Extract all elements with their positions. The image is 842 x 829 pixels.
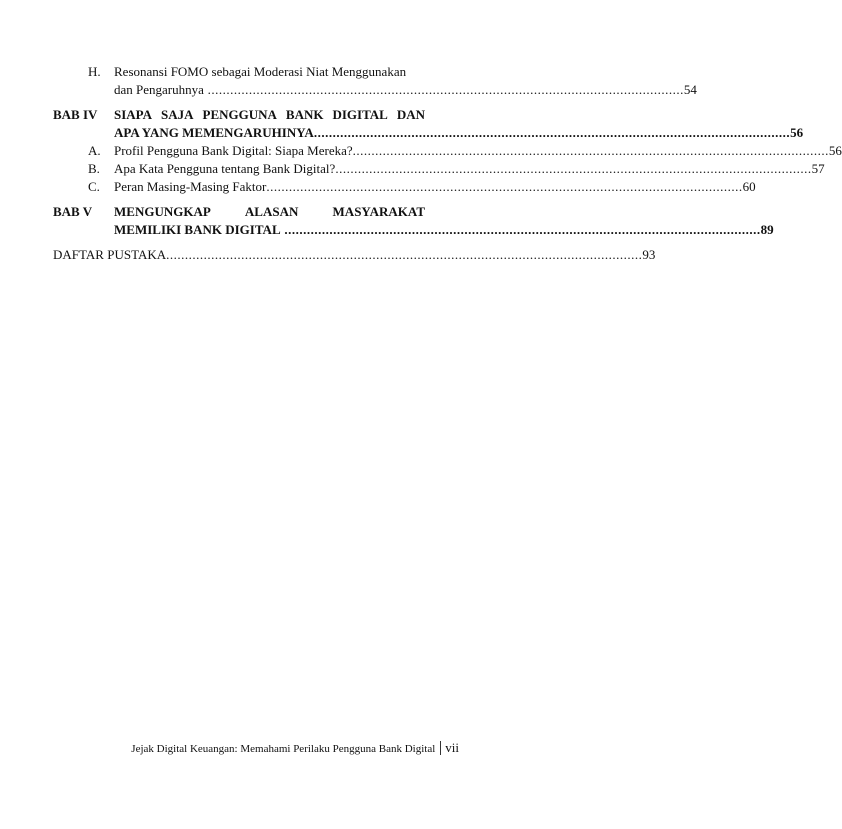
title-word: SIAPA [114, 107, 153, 122]
toc-bab4-label: BAB IV [53, 107, 98, 122]
toc-bab5-title-cont: MEMILIKI BANK DIGITAL [114, 222, 281, 237]
toc-daftar-pustaka-entry[interactable] [53, 247, 656, 263]
toc-item-h-entry[interactable] [114, 82, 697, 98]
toc-item-a-letter: A. [88, 143, 101, 158]
toc-item-b-entry[interactable] [114, 161, 825, 177]
toc-daftar-pustaka-title: DAFTAR PUSTAKA [53, 247, 167, 262]
dot-leader: ............................................................................................................................... [166, 247, 643, 262]
toc-item-b-letter: B. [88, 161, 100, 176]
title-word: BANK [285, 107, 324, 122]
toc-bab5-title[interactable] [114, 204, 425, 220]
toc-bab5-page: 89 [760, 222, 774, 237]
title-word: ALASAN [244, 204, 299, 219]
footer-page-number: vii [445, 740, 459, 755]
toc-item-b-title: Apa Kata Pengguna tentang Bank Digital? [114, 161, 336, 176]
toc-bab4-title-cont: APA YANG MEMENGARUHINYA [114, 125, 314, 140]
toc-item-h-title: Resonansi FOMO sebagai Moderasi Niat Menggunakan [114, 64, 407, 79]
footer-divider [440, 741, 441, 755]
toc-bab4-page: 56 [790, 125, 804, 140]
dot-leader: ............................................................................................................................... [280, 222, 761, 237]
toc-item-h-title-cont: dan Pengaruhnya [114, 82, 204, 97]
title-word: MENGUNGKAP [114, 204, 211, 219]
toc-bab4-entry[interactable] [114, 125, 804, 141]
title-word: DAN [396, 107, 425, 122]
footer-book-title: Jejak Digital Keuangan: Memahami Perilaku Pengguna Bank Digital [131, 743, 436, 755]
dot-leader: ............................................................................................................................... [352, 143, 829, 158]
toc-bab5-label: BAB V [53, 204, 93, 219]
dot-leader: ............................................................................................................................... [203, 82, 684, 97]
toc-item-a-page: 56 [828, 143, 842, 158]
toc-item-c-title: Peran Masing-Masing Faktor [114, 179, 267, 194]
toc-item-c-letter: C. [88, 179, 100, 194]
toc-bab4-title[interactable] [114, 107, 425, 123]
title-word: DIGITAL [332, 107, 388, 122]
dot-leader: ............................................................................................................................... [335, 161, 812, 176]
toc-daftar-pustaka-page: 93 [642, 247, 656, 262]
dot-leader: ............................................................................................................................... [313, 125, 791, 140]
toc-item-h-letter: H. [88, 64, 101, 79]
toc-bab5-entry[interactable] [114, 222, 774, 238]
toc-item-b-page: 57 [811, 161, 825, 176]
title-word: MASYARAKAT [332, 204, 425, 219]
title-word: SAJA [161, 107, 194, 122]
toc-item-h-page: 54 [683, 82, 697, 97]
dot-leader: ............................................................................................................................... [266, 179, 743, 194]
toc-item-c-entry[interactable] [114, 179, 756, 195]
toc-item-c-page: 60 [742, 179, 756, 194]
running-footer [131, 741, 459, 756]
toc-item-a-title: Profil Pengguna Bank Digital: Siapa Mereka? [114, 143, 353, 158]
title-word: PENGGUNA [202, 107, 277, 122]
toc-item-a-entry[interactable] [114, 143, 842, 159]
